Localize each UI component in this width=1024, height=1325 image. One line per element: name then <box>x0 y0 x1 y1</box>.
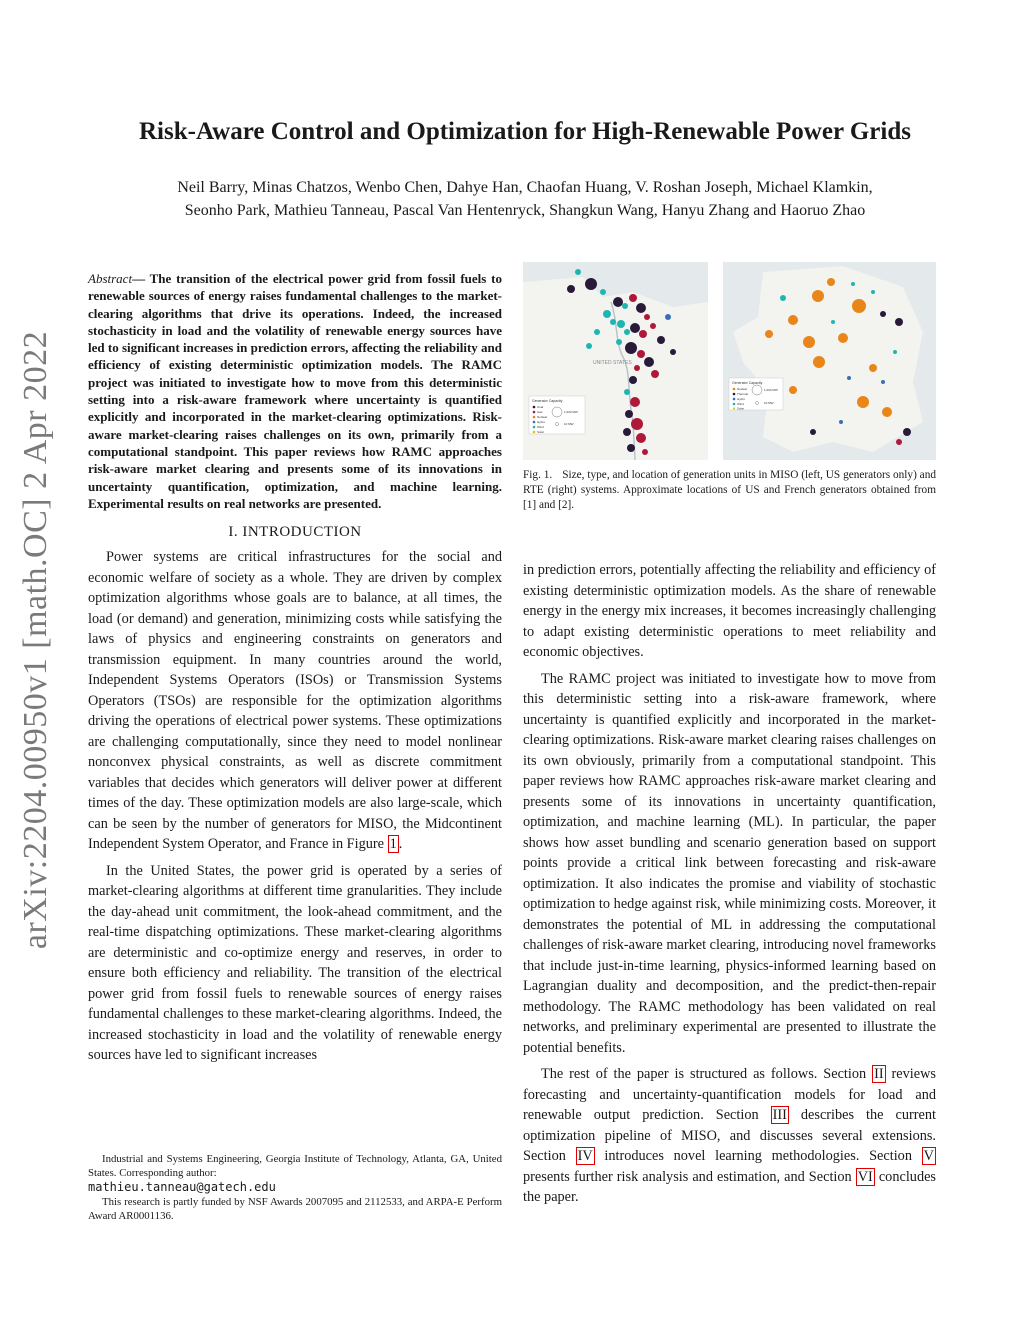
paragraph-text: introduces novel learning methodologies. Section <box>594 1148 922 1164</box>
generator-dot <box>613 297 623 307</box>
generator-dot <box>827 278 835 286</box>
miso-legend <box>529 396 585 434</box>
generator-dot <box>644 314 650 320</box>
legend-swatch <box>533 406 536 409</box>
section-6-link[interactable]: VI <box>857 1168 873 1185</box>
generator-dot <box>629 294 637 302</box>
generator-dot <box>636 433 646 443</box>
paragraph-text: describes the current optimization pipeline of MISO, and discusses several extensions. Section <box>523 1107 936 1164</box>
generator-dot <box>857 396 869 408</box>
generator-dot <box>624 389 630 395</box>
generator-dot <box>895 318 903 326</box>
paragraph-text: concludes the paper. <box>523 1168 936 1205</box>
legend-label: Solar <box>737 406 745 411</box>
authors-line-1: Neil Barry, Minas Chatzos, Wenbo Chen, Dahye Han, Chaofan Huang, V. Roshan Joseph, Michael Klamkin, <box>177 179 873 196</box>
generator-dot <box>639 330 647 338</box>
generator-dot <box>634 365 640 371</box>
caption-label: Fig. 1. <box>523 469 553 481</box>
paragraph-text: The rest of the paper is structured as follows. Section <box>541 1066 873 1082</box>
legend-label: Hydro <box>737 397 746 401</box>
abstract-label: Abstract — <box>88 271 150 286</box>
figure-1 <box>523 262 936 460</box>
generator-dot <box>896 439 902 445</box>
legend-swatch <box>533 416 536 419</box>
legend-swatch <box>533 426 536 429</box>
generator-dot <box>903 428 911 436</box>
generator-dot <box>803 336 815 348</box>
generator-dot <box>603 310 611 318</box>
generator-dot <box>642 449 648 455</box>
legend-label: Hydro <box>537 420 546 424</box>
paper-title: Risk-Aware Control and Optimization for High-Renewable Power Grids <box>139 118 911 145</box>
generator-dot <box>631 418 643 430</box>
legend-title: Generator Capacity <box>732 381 763 385</box>
generator-dot <box>629 376 637 384</box>
intro-paragraph-2: In the United States, the power grid is operated by a series of market-clearing algorithms at different time granularities. They include the day-ahead unit commitment, the look-ahead commitment, and the real-time dispatching optimizations. These market-clearing algorithms are deterministic and co-optimize energy and reserves, in order to ensure both efficiency and reliability. The transition of the electrical power grid from fossil fuels to renewable sources of energy raises fundamental challenges to these market-clearing algorithms. Indeed, the increased stochasticity in load and the volatility of renewable energy sources have led to significant increases <box>88 862 502 1064</box>
generator-dot <box>627 444 635 452</box>
section-4-link[interactable]: IV <box>577 1148 593 1164</box>
legend-swatch <box>733 407 735 409</box>
section-3-link[interactable]: III <box>772 1107 787 1123</box>
legend-label: Solar <box>537 430 545 434</box>
generator-dot <box>586 343 592 349</box>
generator-dot <box>616 339 622 345</box>
legend-size-label: 10 MW <box>764 401 774 405</box>
footnote-affiliation-text: Industrial and Systems Engineering, Georgia Institute of Technology, Atlanta, GA, United States. Corresponding author: <box>88 1153 502 1179</box>
intro-paragraph-3: in prediction errors, potentially affecting the reliability and efficiency of existing deterministic optimization models. As the share of renewable energy in the energy mix increases, it becomes increasingly challenging to adapt existing deterministic operations to meet reliability and economic objectives. <box>523 562 936 660</box>
legend-label: Gas <box>537 410 543 414</box>
generator-dot <box>880 311 886 317</box>
generator-dot <box>624 329 630 335</box>
legend-size-label: 1,000 MW <box>764 388 778 392</box>
generator-dot <box>838 333 848 343</box>
author-list <box>80 176 970 222</box>
rte-legend <box>729 378 783 411</box>
generator-dot <box>847 376 851 380</box>
legend-label: Nuclear <box>537 415 548 419</box>
legend-swatch <box>733 398 736 401</box>
generator-dot <box>657 336 665 344</box>
rte-map-graphic <box>723 262 936 460</box>
legend-swatch <box>533 421 536 424</box>
legend-swatch <box>533 431 536 434</box>
rte-map <box>723 262 936 460</box>
caption-text: Size, type, and location of generation units in MISO (left, US generators only) and RTE (right) systems. Approximate locations of US and French generators obtained from [1] and [2]. <box>523 469 936 511</box>
section-heading-introduction: I. INTRODUCTION <box>228 524 362 541</box>
generator-dot <box>665 314 671 320</box>
generator-dot <box>871 290 875 294</box>
generator-dot <box>788 315 798 325</box>
generator-dot <box>630 397 640 407</box>
right-column <box>523 262 936 1205</box>
left-column <box>88 270 502 1066</box>
section-2-link[interactable]: II <box>874 1066 884 1082</box>
intro-paragraph-5 <box>523 1064 936 1208</box>
generator-dot <box>780 295 786 301</box>
generator-dot <box>812 290 824 302</box>
generator-dot <box>636 303 646 313</box>
intro-paragraph-1 <box>88 547 502 855</box>
generator-dot <box>810 429 816 435</box>
abstract <box>88 270 502 512</box>
legend-swatch <box>733 388 736 391</box>
legend-label: Thermal <box>737 392 749 396</box>
generator-dot <box>869 364 877 372</box>
generator-dot <box>630 323 640 333</box>
generator-dot <box>585 278 597 290</box>
generator-dot <box>893 350 897 354</box>
generator-dot <box>623 428 631 436</box>
paragraph-text: presents further risk analysis and estimation, and Section <box>523 1168 856 1185</box>
abstract-text: The transition of the electrical power grid from fossil fuels to renewable sources of energy raises fundamental challenges to the market-clearing algorithms that drive its operations. Indeed, the increased stochasticity in load and the volatility of renewable energy sources have led to significant increases in prediction errors, affecting the reliability and efficiency of existing deterministic optimization models. The RAMC project was initiated to investigate how to move from this deterministic setting into a risk-aware framework where uncertainty is quantified explicitly and incorporated in the market-clearing optimizations. Risk-aware market-clearing raises challenges on its own, primarily from a computational standpoint. This paper reviews how RAMC approaches risk-aware market clearing and presents some of its innovations in uncertainty quantification, optimization, and machine learning. Experimental results on real networks are presented. <box>88 271 502 511</box>
footnote-funding: This research is partly funded by NSF Awards 2007095 and 2112533, and ARPA-E Perform Award AR0001136. <box>88 1196 502 1222</box>
corresponding-email[interactable]: mathieu.tanneau@gatech.edu <box>88 1180 276 1194</box>
generator-dot <box>625 410 633 418</box>
right-column-body <box>523 560 936 1208</box>
generator-dot <box>650 323 656 329</box>
legend-label: Nuclear <box>737 387 748 391</box>
generator-dot <box>644 357 654 367</box>
intro-paragraph-4: The RAMC project was initiated to investigate how to move from this deterministic setting into a risk-aware framework, where uncertainty is quantified explicitly and incorporated in the market-clearing optimizations. Risk-aware market clearing raises challenges on its own obviously, primarily from a computational standpoint. This paper reviews how RAMC approaches risk-aware market clearing and presents some of its innovations in uncertainty quantification, optimization, and machine learning (ML). In particular, the paper shows how asset bundling and scenario generation based on support points provide a critical link between forecasting and risk-aware optimization. It also indicates the promise and viability of stochastic optimization to hedge against risk, while minimizing costs. Moreover, it demonstrates the potential of ML in addressing the computational challenges of risk-aware market clearing, introducing novel frameworks that include just-in-time learning, physics-informed learning based on Lagrangian duality and decomposition, and the predict-then-repair methodology. The RAMC methodology has been validated on real networks, and preliminary experimental are presented to illustrate the potential benefits. <box>523 670 936 1056</box>
legend-size-label: 1,000 MW <box>564 410 578 414</box>
generator-dot <box>852 299 866 313</box>
intro-p1-text: Power systems are critical infrastructures for the social and economic welfare of society as a whole. They are driven by complex optimization algorithms whose goals are to balance, at all times, the load (or demand) and generation, minimizing costs while satisfying the laws of physics and engineering constraints on generators and transmission equipment. In many countries around the world, Independent Systems Operators (ISOs) or Transmission Systems Operators (TSOs) are responsible for the optimization algorithms driving the operations of electrical power systems. These optimizations are challenging computationally, since they need to model nonlinear nonconvex physical constraints, as well as discrete commitment variables that decides which generators will deliver power at different times of the day. These optimization models are also large-scale, which can be seen by the number of generators for MISO, the Midcontinent Independent System Operator, and France in Figure <box>88 549 502 853</box>
generator-dot <box>575 269 581 275</box>
generator-dot <box>625 342 637 354</box>
generator-dot <box>813 356 825 368</box>
generator-dot <box>839 420 843 424</box>
generator-dot <box>637 350 645 358</box>
generator-dot <box>567 285 575 293</box>
generator-dot <box>831 320 835 324</box>
legend-label: Wind <box>537 425 544 429</box>
legend-size-label: 10 MW <box>564 422 574 426</box>
arxiv-text: arXiv:2204.00950v1 [math.OC] 2 Apr 2022 <box>17 330 54 950</box>
figure-reference-link[interactable]: 1 <box>389 836 397 853</box>
generator-dot <box>789 386 797 394</box>
map-region-label: UNITED STATES <box>593 360 632 366</box>
generator-dot <box>670 349 676 355</box>
generator-dot <box>600 289 606 295</box>
legend-swatch <box>733 393 736 396</box>
legend-swatch <box>733 403 736 406</box>
legend-label: Coal <box>537 405 544 409</box>
generator-dot <box>882 407 892 417</box>
generator-dot <box>622 303 628 309</box>
generator-dot <box>610 319 616 325</box>
intro-p1-end: . <box>398 836 403 853</box>
section-5-link[interactable]: V <box>923 1148 934 1164</box>
miso-map <box>523 262 708 460</box>
generator-dot <box>881 380 885 384</box>
generator-dot <box>594 329 600 335</box>
paragraph-text: reviews forecasting and uncertainty-quantification models for load and renewable output prediction. Section <box>523 1066 936 1123</box>
generator-dot <box>851 282 855 286</box>
miso-map-graphic <box>523 262 708 460</box>
legend-swatch <box>533 411 536 414</box>
generator-dot <box>617 320 625 328</box>
arxiv-identifier <box>6 300 66 980</box>
legend-label: Wind <box>737 402 744 406</box>
authors-line-2: Seonho Park, Mathieu Tanneau, Pascal Van Hentenryck, Shangkun Wang, Hanyu Zhang and Haoruo Zhao <box>184 202 866 219</box>
figure-caption <box>523 468 936 513</box>
generator-dot <box>651 370 659 378</box>
legend-title: Generator Capacity <box>532 399 563 403</box>
generator-dot <box>765 330 773 338</box>
footnote-affiliation <box>88 1152 502 1195</box>
footnotes <box>88 1152 502 1223</box>
